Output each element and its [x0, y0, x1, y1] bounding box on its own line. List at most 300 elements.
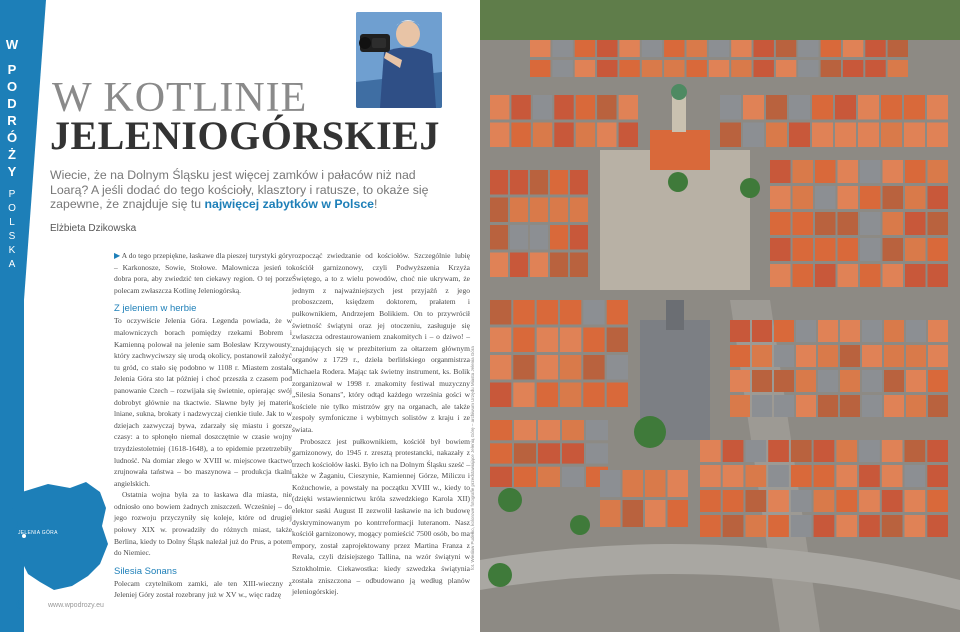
building-roof	[928, 160, 949, 183]
building-roof	[928, 238, 949, 261]
page-number: 6	[16, 597, 24, 612]
building-roof	[607, 383, 628, 408]
building-roof	[533, 95, 552, 120]
lead-paragraph	[50, 168, 446, 212]
building-roof	[770, 186, 791, 209]
building-roof	[815, 212, 836, 235]
building-roof	[766, 123, 787, 148]
building-roof	[838, 212, 859, 235]
intro-paragraph	[114, 250, 292, 296]
vertical-letter: D	[7, 96, 17, 111]
building-roof	[664, 60, 684, 77]
building-roof	[490, 253, 508, 278]
vertical-letter: R	[7, 113, 17, 128]
tree	[740, 178, 760, 198]
building-roof	[743, 123, 764, 148]
building-roof	[928, 395, 948, 417]
building-roof	[818, 370, 838, 392]
building-roof	[513, 300, 534, 325]
building-roof	[723, 490, 744, 512]
building-roof	[600, 470, 621, 497]
building-roof	[840, 345, 860, 367]
building-roof	[905, 264, 926, 287]
building-roof	[570, 253, 588, 278]
building-roof	[928, 186, 949, 209]
building-roof	[859, 490, 880, 512]
building-roof	[793, 264, 814, 287]
building-roof	[905, 515, 926, 537]
building-roof	[645, 470, 666, 497]
building-roof	[814, 440, 835, 462]
building-roof	[768, 490, 789, 512]
building-roof	[510, 225, 528, 250]
building-roof	[840, 320, 860, 342]
building-roof	[814, 490, 835, 512]
building-roof	[752, 345, 772, 367]
aerial-city-illustration	[480, 0, 960, 632]
building-roof	[687, 40, 707, 57]
building-roof	[720, 95, 741, 120]
building-roof	[927, 490, 948, 512]
building-roof	[860, 238, 881, 261]
building-roof	[490, 198, 508, 223]
building-roof	[754, 40, 774, 57]
building-roof	[836, 440, 857, 462]
building-roof	[812, 95, 833, 120]
building-roof	[560, 328, 581, 353]
building-roof	[537, 383, 558, 408]
building-roof	[709, 60, 729, 77]
building-roof	[821, 40, 841, 57]
building-roof	[530, 198, 548, 223]
building-roof	[550, 225, 568, 250]
building-roof	[815, 160, 836, 183]
building-roof	[838, 264, 859, 287]
building-roof	[597, 95, 616, 120]
building-roof	[550, 253, 568, 278]
building-roof	[927, 515, 948, 537]
building-roof	[883, 212, 904, 235]
building-roof	[770, 160, 791, 183]
building-roof	[843, 60, 863, 77]
building-roof	[812, 123, 833, 148]
building-roof	[700, 465, 721, 487]
building-roof	[513, 355, 534, 380]
vertical-letter: W	[5, 37, 19, 52]
building-roof	[490, 95, 509, 120]
building-roof	[882, 515, 903, 537]
building-roof	[586, 443, 608, 463]
building-roof	[821, 60, 841, 77]
building-roof	[513, 328, 534, 353]
building-roof	[843, 40, 863, 57]
building-roof	[836, 465, 857, 487]
building-roof	[791, 490, 812, 512]
building-roof	[904, 95, 925, 120]
building-roof	[746, 490, 767, 512]
building-roof	[664, 40, 684, 57]
building-roof	[883, 238, 904, 261]
building-roof	[730, 370, 750, 392]
building-roof	[554, 123, 573, 148]
building-roof	[700, 440, 721, 462]
building-roof	[905, 212, 926, 235]
map-city-label: JELENIA GÓRA	[18, 530, 58, 536]
building-roof	[815, 186, 836, 209]
building-roof	[538, 467, 560, 487]
building-roof	[530, 60, 550, 77]
building-roof	[607, 355, 628, 380]
building-roof	[927, 440, 948, 462]
building-roof	[906, 370, 926, 392]
building-roof	[752, 370, 772, 392]
building-roof	[538, 420, 560, 440]
building-roof	[510, 198, 528, 223]
church-tower	[666, 300, 684, 330]
building-roof	[533, 123, 552, 148]
article-title-line2: JELENIOGÓRSKIEJ	[50, 113, 440, 158]
building-roof	[642, 60, 662, 77]
building-roof	[906, 320, 926, 342]
building-roof	[774, 320, 794, 342]
building-roof	[530, 40, 550, 57]
building-roof	[560, 383, 581, 408]
side-band-triangle	[24, 0, 46, 300]
building-roof	[552, 60, 572, 77]
building-roof	[746, 465, 767, 487]
intro-text: A do tego przepiękne, łaskawe dla pieszej turystyki góry – Karkonosze, Sowie, Stołowe. Malownicza jesień to dobra pora, aby zwiedzić ten ciekawy region. O tej porze polecam zwłaszcza Kotlinę Jeleniogórską.	[114, 251, 292, 295]
arrow-icon: ▶	[114, 251, 121, 260]
building-roof	[570, 170, 588, 195]
building-roof	[840, 370, 860, 392]
building-roof	[905, 440, 926, 462]
building-roof	[906, 395, 926, 417]
building-roof	[793, 212, 814, 235]
building-roof	[928, 370, 948, 392]
building-roof	[530, 253, 548, 278]
building-roof	[583, 328, 604, 353]
building-roof	[884, 395, 904, 417]
building-roof	[570, 198, 588, 223]
building-roof	[537, 328, 558, 353]
building-roof	[793, 160, 814, 183]
building-roof	[927, 95, 948, 120]
building-roof	[743, 95, 764, 120]
building-roof	[490, 355, 511, 380]
market-square	[600, 150, 750, 290]
building-roof	[865, 40, 885, 57]
building-roof	[700, 490, 721, 512]
tree	[668, 172, 688, 192]
building-roof	[550, 198, 568, 223]
building-roof	[687, 60, 707, 77]
vertical-letter: O	[8, 203, 16, 214]
paragraph: Proboszcz jest pułkownikiem, kościół był bowiem garnizonowy, do 1945 r. zresztą protestancki, nakazały z trzech kościołów łaski. Było ich na Dolnym Śląsku sześć – także w Żaganiu, Cieszynie, Kamiennej Górze, Miliczu i Kożuchowie, a powstały na początku XVIII w., kiedy to (dzięki wstawiennictwu króla szwedzkiego Karola XII) elektor saski August II zezwolił łaskawie na ich budowę dyskryminowanym po kontrreformacji luteranom. Nasz kościół garnizonowy, mogący pomieścić 7500 osób, bo ma empory, został zaprojektowany przez Martina Franza z Revala, czyli dzisiejszego Tallina, na wzór świątyni w Sztokholmie. Ciekawostka: kiedy szwedzka świątynia została zniszczona – odbudowano ją według planów jeleniogórskiej.	[292, 436, 470, 597]
building-roof	[530, 225, 548, 250]
section-heading: Silesia Sonans	[114, 565, 177, 577]
building-roof	[770, 264, 791, 287]
building-roof	[774, 370, 794, 392]
building-roof	[575, 60, 595, 77]
building-roof	[513, 383, 534, 408]
building-roof	[860, 212, 881, 235]
paragraph: rozpocząć zwiedzanie od kościołów. Szczególnie lubię kościół garnizonowy, czyli Podwyższenia Krzyża Świętego, a to z wielu powodów, choć nie ukrywam, że jednym z najważniejszych jest przyjaźń z jego proboszczem, księdzem doktorem, prałatem i pułkownikiem, Andrzejem Bolikiem. On to przywrócił świetność świątyni oraz jej otoczeniu, zasługuje się zwłaszcza odrestaurowaniem znakomitych i – o dziwo! – znajdujących się w prezbiterium za ołtarzem głównym organów z 1729 r., dzieła berlińskiego organmistrza Michaela Rodera. Mając tak świetny instrument, ks. Bolik zorganizował w 1998 r. znakomity festiwal muzyczny „Silesia Sonans", który odtąd każdego września gości w kościele nie tylko mistrzów gry na organach, ale także zespoły symfoniczne i wybitnych solistów z kraju i ze świata.	[292, 251, 470, 434]
vertical-letter: P	[7, 62, 17, 77]
building-roof	[796, 370, 816, 392]
building-roof	[490, 300, 511, 325]
building-roof	[836, 490, 857, 512]
building-roof	[860, 264, 881, 287]
building-roof	[730, 345, 750, 367]
building-roof	[600, 500, 621, 527]
building-roof	[862, 320, 882, 342]
building-roof	[490, 443, 512, 463]
building-roof	[905, 238, 926, 261]
building-roof	[768, 440, 789, 462]
building-roof	[881, 123, 902, 148]
building-roof	[766, 95, 787, 120]
tree	[634, 416, 666, 448]
building-roof	[642, 40, 662, 57]
building-roof	[791, 440, 812, 462]
building-roof	[537, 355, 558, 380]
building-roof	[860, 160, 881, 183]
building-roof	[552, 40, 572, 57]
building-roof	[835, 123, 856, 148]
building-roof	[928, 320, 948, 342]
building-roof	[770, 238, 791, 261]
building-roof	[814, 515, 835, 537]
building-roof	[862, 345, 882, 367]
building-roof	[791, 515, 812, 537]
building-roof	[774, 395, 794, 417]
building-roof	[789, 95, 810, 120]
building-roof	[731, 60, 751, 77]
building-roof	[510, 253, 528, 278]
building-roof	[927, 465, 948, 487]
building-roof	[791, 465, 812, 487]
building-roof	[768, 465, 789, 487]
building-roof	[490, 383, 511, 408]
vertical-letter: L	[9, 217, 15, 228]
building-roof	[789, 123, 810, 148]
text-column-2	[292, 250, 470, 598]
building-roof	[882, 465, 903, 487]
building-roof	[731, 40, 751, 57]
building-roof	[709, 40, 729, 57]
building-roof	[562, 420, 584, 440]
building-roof	[562, 467, 584, 487]
vertical-letter: Y	[7, 164, 17, 179]
building-roof	[883, 264, 904, 287]
building-roof	[774, 345, 794, 367]
building-roof	[583, 383, 604, 408]
building-roof	[597, 123, 616, 148]
building-roof	[815, 264, 836, 287]
building-roof	[836, 515, 857, 537]
building-roof	[906, 345, 926, 367]
building-roof	[838, 186, 859, 209]
building-roof	[881, 95, 902, 120]
building-roof	[859, 440, 880, 462]
building-roof	[883, 160, 904, 183]
building-roof	[623, 470, 644, 497]
building-roof	[730, 395, 750, 417]
building-roof	[511, 95, 530, 120]
author-name: Elżbieta Dzikowska	[50, 223, 137, 234]
building-roof	[700, 515, 721, 537]
photo-credit: fot. Wiesław Pudełko, kolorowe fotografie przedstawiające Jelenią Górę – archiwum Urzędu Miasta Jelenia Góra	[470, 346, 475, 570]
building-roof	[511, 123, 530, 148]
paragraph: To oczywiście Jelenia Góra. Legenda powiada, że w malowniczych borach pomiędzy rzekami Bobrem i Kamienną polował na jelenie sam Bolesław Krzywousty, który zachwyciwszy się urodą okolicy, postanowił założyć tu gród, co stało się podobno w 1108 r. Miastem została Jelenia Góra sto lat później i choć przeszła z czasem pod panowanie Czech – rozwijała się świetnie, opierając swój dobrobyt głównie na tkactwie. Sławne były jej materie lniane, sukna, brokaty i nadzwyczaj cienkie tiule. Jak to w dziejach zazwyczaj bywa, zdarzały się miastu i gorsze czasy: a to spłonęło niemal doszczętnie w czasie wojny trzydziestoletniej (1618-1648), a to epidemie przetrzebiły ludność. Na domiar złego w XVIII w. miejscowe tkactwo zrujnowała taństwa – bo maszynowa – produkcja tkalni angielskich.	[114, 316, 292, 488]
vertical-letter: K	[8, 245, 16, 256]
building-roof	[927, 123, 948, 148]
building-roof	[510, 170, 528, 195]
building-roof	[796, 395, 816, 417]
building-roof	[888, 60, 908, 77]
building-roof	[888, 40, 908, 57]
building-roof	[862, 395, 882, 417]
lead-text: Wiecie, że na Dolnym Śląsku jest więcej zamków i pałaców niż nad Loarą? A jeśli dodać do tego kościoły, klasztory i ratusze, to okaże się zapewne, że znajduje się tu	[50, 168, 429, 212]
paragraph: Polecam czytelnikom zamki, ale ten XIII-wieczny z Jeleniej Góry został rozebrany już w XV w., więc radzę	[114, 578, 292, 600]
building-roof	[570, 225, 588, 250]
building-roof	[490, 328, 511, 353]
tower-dome	[671, 84, 687, 100]
vertical-letter: O	[6, 79, 18, 94]
building-roof	[928, 264, 949, 287]
vertical-section-title	[0, 36, 24, 272]
building-roof	[884, 370, 904, 392]
building-roof	[770, 212, 791, 235]
building-roof	[668, 470, 689, 497]
building-roof	[562, 443, 584, 463]
building-roof	[597, 40, 617, 57]
text-column-1	[114, 250, 292, 601]
building-roof	[838, 238, 859, 261]
town-hall-roof	[650, 130, 710, 170]
building-roof	[776, 60, 796, 77]
building-roof	[490, 123, 509, 148]
building-roof	[746, 515, 767, 537]
building-roof	[882, 490, 903, 512]
building-roof	[883, 186, 904, 209]
building-roof	[752, 395, 772, 417]
building-roof	[865, 60, 885, 77]
building-roof	[619, 95, 638, 120]
building-roof	[905, 160, 926, 183]
building-roof	[838, 160, 859, 183]
building-roof	[560, 300, 581, 325]
building-roof	[796, 345, 816, 367]
building-roof	[860, 186, 881, 209]
building-roof	[575, 40, 595, 57]
building-roof	[645, 500, 666, 527]
building-roof	[490, 467, 512, 487]
building-roof	[490, 420, 512, 440]
building-roof	[550, 170, 568, 195]
building-roof	[530, 170, 548, 195]
building-roof	[818, 320, 838, 342]
tree	[570, 515, 590, 535]
building-roof	[928, 345, 948, 367]
building-roof	[904, 123, 925, 148]
website-url[interactable]: www.wpodrozy.eu	[48, 602, 104, 609]
building-roof	[815, 238, 836, 261]
building-roof	[814, 465, 835, 487]
building-roof	[858, 95, 879, 120]
building-roof	[730, 320, 750, 342]
vertical-letter: Ó	[6, 130, 18, 145]
building-roof	[623, 500, 644, 527]
building-roof	[597, 60, 617, 77]
tree	[498, 488, 522, 512]
building-roof	[720, 123, 741, 148]
building-roof	[560, 355, 581, 380]
poland-map-shape	[12, 482, 108, 590]
vertical-letter: P	[8, 189, 16, 200]
building-roof	[840, 395, 860, 417]
building-roof	[818, 395, 838, 417]
vertical-letter: A	[8, 259, 16, 270]
building-roof	[746, 440, 767, 462]
building-roof	[882, 440, 903, 462]
building-roof	[490, 170, 508, 195]
building-roof	[752, 320, 772, 342]
building-roof	[576, 123, 595, 148]
building-roof	[928, 212, 949, 235]
building-roof	[858, 123, 879, 148]
building-roof	[583, 300, 604, 325]
aerial-city-photo	[480, 0, 960, 632]
vertical-letter: Ż	[8, 147, 16, 162]
building-roof	[884, 320, 904, 342]
building-roof	[586, 420, 608, 440]
building-roof	[514, 443, 536, 463]
building-roof	[754, 60, 774, 77]
building-roof	[768, 515, 789, 537]
building-roof	[798, 60, 818, 77]
author-photo-illustration	[356, 12, 442, 108]
building-roof	[862, 370, 882, 392]
building-roof	[798, 40, 818, 57]
building-roof	[490, 225, 508, 250]
building-roof	[859, 465, 880, 487]
building-roof	[538, 443, 560, 463]
building-roof	[723, 515, 744, 537]
poland-map	[8, 478, 112, 594]
lead-end: !	[374, 197, 378, 212]
building-roof	[776, 40, 796, 57]
tree	[488, 563, 512, 587]
section-heading: Z jeleniem w herbie	[114, 303, 197, 315]
author-photo	[356, 12, 442, 108]
building-roof	[514, 420, 536, 440]
building-roof	[835, 95, 856, 120]
building-roof	[583, 355, 604, 380]
lead-highlight: najwięcej zabytków w Polsce	[204, 197, 374, 212]
building-roof	[619, 123, 638, 148]
building-roof	[619, 40, 639, 57]
building-roof	[723, 440, 744, 462]
building-roof	[554, 95, 573, 120]
building-roof	[619, 60, 639, 77]
park-area	[480, 0, 960, 40]
building-roof	[884, 345, 904, 367]
building-roof	[905, 490, 926, 512]
paragraph: Ostatnia wojna była za to łaskawa dla miasta, nie odniosło ono bowiem żadnych zniszczeń. Wcześniej – do jego rozwoju przyczyniły się koleje, które od drugiej połowy XIX w. prowadziły do różnych miast, także Berlina, kiedy to Dolny Śląsk należał już do Prus, a potem do Niemiec.	[114, 490, 292, 558]
building-roof	[793, 186, 814, 209]
building-roof	[537, 300, 558, 325]
